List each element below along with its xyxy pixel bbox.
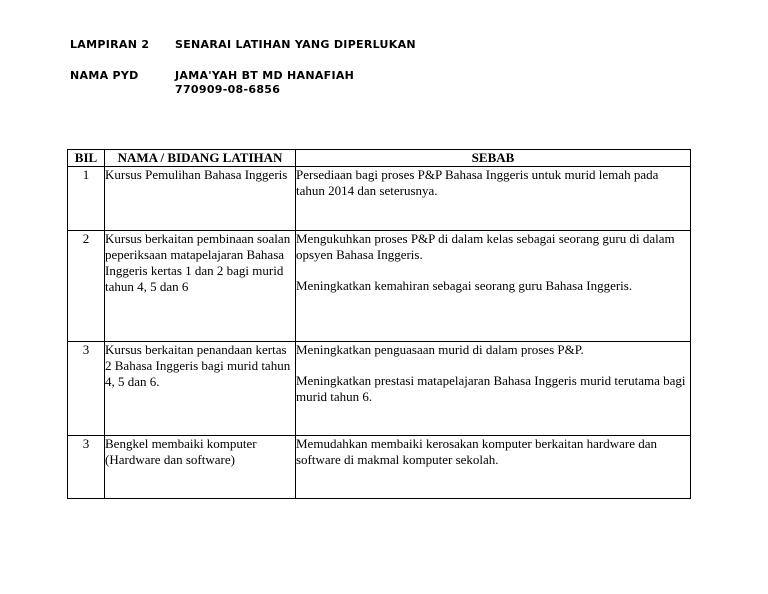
row-nama: Kursus berkaitan pembinaan soalan peperiksaan matapelajaran Bahasa Inggeris kertas 1 dan 2 bagi murid tahun 4, 5 dan 6	[105, 231, 296, 342]
sebab-text: Meningkatkan prestasi matapelajaran Bahasa Inggeris murid terutama bagi murid tahun 6.	[296, 373, 686, 404]
row-nama: Kursus Pemulihan Bahasa Inggeris	[105, 167, 296, 231]
table-row	[68, 231, 691, 342]
row-sebab	[296, 167, 691, 231]
sebab-text: Meningkatkan penguasaan murid di dalam proses P&P.	[296, 342, 584, 357]
lampiran-label: LAMPIRAN 2	[70, 38, 150, 51]
row-sebab	[296, 231, 691, 342]
row-bil: 3	[68, 342, 105, 436]
table-row	[68, 167, 691, 231]
row-sebab	[296, 342, 691, 436]
pyd-label: NAMA PYD	[70, 69, 139, 82]
training-table	[67, 149, 691, 499]
row-sebab	[296, 436, 691, 499]
pyd-name: JAMA'YAH BT MD HANAFIAH	[175, 69, 355, 82]
sebab-text: Persediaan bagi proses P&P Bahasa Inggeris untuk murid lemah pada tahun 2014 dan seterusnya.	[296, 167, 659, 198]
column-header-sebab: SEBAB	[296, 150, 691, 167]
row-bil: 1	[68, 167, 105, 231]
sebab-text: Mengukuhkan proses P&P di dalam kelas sebagai seorang guru di dalam opsyen Bahasa Inggeris.	[296, 231, 675, 262]
table-header-row	[68, 150, 691, 167]
pyd-ic-number: 770909-08-6856	[175, 83, 281, 96]
row-nama: Kursus berkaitan penandaan kertas 2 Bahasa Inggeris bagi murid tahun 4, 5 dan 6.	[105, 342, 296, 436]
sebab-text: Memudahkan membaiki kerosakan komputer berkaitan hardware dan software di makmal komputer sekolah.	[296, 436, 657, 467]
table-row	[68, 436, 691, 499]
column-header-bil: BIL	[68, 150, 105, 167]
sebab-text: Meningkatkan kemahiran sebagai seorang guru Bahasa Inggeris.	[296, 278, 633, 293]
row-bil: 2	[68, 231, 105, 342]
row-bil: 3	[68, 436, 105, 499]
document-title: SENARAI LATIHAN YANG DIPERLUKAN	[175, 38, 416, 51]
column-header-nama: NAMA / BIDANG LATIHAN	[105, 150, 296, 167]
row-nama: Bengkel membaiki komputer (Hardware dan software)	[105, 436, 296, 499]
table-row	[68, 342, 691, 436]
